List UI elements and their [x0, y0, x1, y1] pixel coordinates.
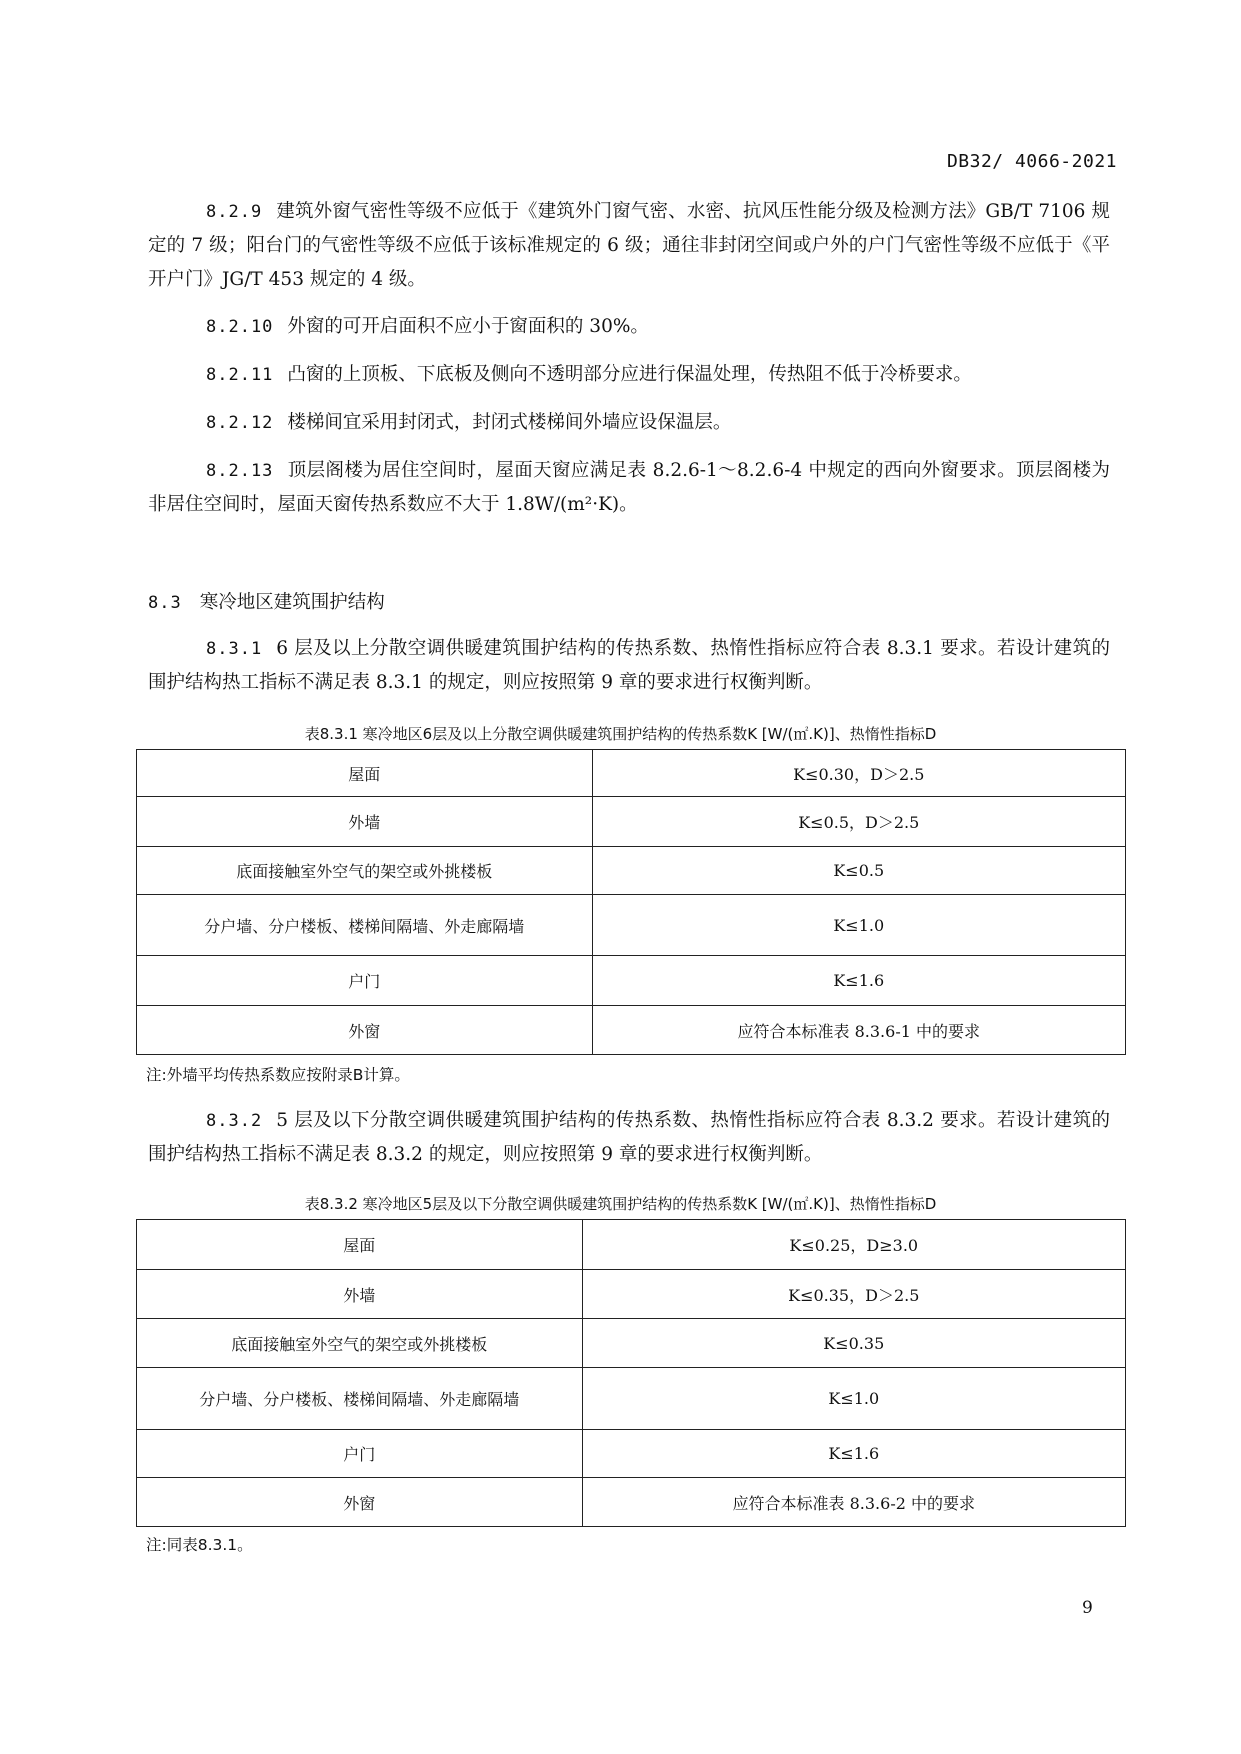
clause-text: 6 层及以上分散空调供暖建筑围护结构的传热系数、热惰性指标应符合表 8.3.1 要求。若设计建筑的围护结构热工指标不满足表 8.3.1 的规定，则应按照第 9 章的要求进行权衡判断。 [148, 638, 1110, 693]
clause-8-2-13 [148, 454, 1110, 522]
table-cell-element: 外窗 [137, 1478, 583, 1527]
clause-number: 8.3.1 [206, 639, 263, 659]
clause-number: 8.2.13 [206, 461, 274, 481]
clause-text: 凸窗的上顶板、下底板及侧向不透明部分应进行保温处理，传热阻不低于冷桥要求。 [287, 364, 972, 385]
clause-number: 8.2.11 [206, 365, 274, 385]
table-cell-value: K≤0.35，D＞2.5 [582, 1270, 1125, 1319]
table-cell-value: K≤1.6 [592, 956, 1125, 1006]
clause-8-3-1 [148, 632, 1110, 700]
section-title: 寒冷地区建筑围护结构 [199, 592, 385, 613]
table-row [137, 847, 1126, 895]
table-cell-element: 外墙 [137, 1270, 583, 1319]
clause-8-2-11 [148, 358, 1110, 392]
table-8-3-2-caption: 表8.3.2 寒冷地区5层及以下分散空调供暖建筑围护结构的传热系数K [W/(㎡.K)]、热惰性指标D [304, 1195, 937, 1213]
table-row [137, 956, 1126, 1006]
table-8-3-1-caption: 表8.3.1 寒冷地区6层及以上分散空调供暖建筑围护结构的传热系数K [W/(㎡.K)]、热惰性指标D [304, 725, 937, 743]
clause-number: 8.2.10 [206, 317, 274, 337]
table-row [137, 797, 1126, 847]
table-cell-value: 应符合本标准表 8.3.6-1 中的要求 [592, 1006, 1125, 1055]
table-row [137, 1220, 1126, 1270]
table-row [137, 1430, 1126, 1478]
table-row [137, 750, 1126, 797]
table-cell-value: K≤1.0 [582, 1368, 1125, 1430]
section-number: 8.3 [148, 593, 182, 613]
table-cell-value: K≤0.25，D≥3.0 [582, 1220, 1125, 1270]
clause-8-2-12 [148, 406, 1110, 440]
clause-8-2-9 [148, 195, 1110, 297]
clause-number: 8.2.9 [206, 202, 263, 222]
table-row [137, 1270, 1126, 1319]
clause-number: 8.2.12 [206, 413, 274, 433]
table-cell-element: 外墙 [137, 797, 593, 847]
table-cell-element: 屋面 [137, 1220, 583, 1270]
table-row [137, 895, 1126, 956]
table-cell-value: K≤0.5 [592, 847, 1125, 895]
clause-text: 顶层阁楼为居住空间时，屋面天窗应满足表 8.2.6-1～8.2.6-4 中规定的西向外窗要求。顶层阁楼为非居住空间时，屋面天窗传热系数应不大于 1.8W/(m²·K)。 [148, 460, 1110, 515]
table-cell-value: 应符合本标准表 8.3.6-2 中的要求 [582, 1478, 1125, 1527]
table-cell-element: 底面接触室外空气的架空或外挑楼板 [137, 847, 593, 895]
table-cell-element: 户门 [137, 956, 593, 1006]
table-cell-element: 屋面 [137, 750, 593, 797]
table-cell-value: K≤0.30，D＞2.5 [592, 750, 1125, 797]
page-number: 9 [1082, 1598, 1093, 1618]
table-row [137, 1319, 1126, 1368]
table-cell-element: 底面接触室外空气的架空或外挑楼板 [137, 1319, 583, 1368]
table-cell-value: K≤0.35 [582, 1319, 1125, 1368]
clause-8-2-10 [148, 310, 1110, 344]
clause-text: 建筑外窗气密性等级不应低于《建筑外门窗气密、水密、抗风压性能分级及检测方法》GB/T 7106 规定的 7 级；阳台门的气密性等级不应低于该标准规定的 6 级；通往非封闭空间或户外的户门气密性等级不应低于《平开户门》JG/T 453 规定的 4 级。 [148, 201, 1110, 290]
table-row [137, 1368, 1126, 1430]
table-8-3-2 [136, 1219, 1126, 1527]
clause-text: 外窗的可开启面积不应小于窗面积的 30%。 [287, 316, 649, 337]
table-cell-value: K≤0.5，D＞2.5 [592, 797, 1125, 847]
table-row [137, 1006, 1126, 1055]
standard-code: DB32/ 4066-2021 [946, 151, 1117, 172]
table-row [137, 1478, 1126, 1527]
section-heading-8-3 [148, 588, 385, 614]
clause-number: 8.3.2 [206, 1111, 263, 1131]
table-cell-element: 户门 [137, 1430, 583, 1478]
table-cell-value: K≤1.0 [592, 895, 1125, 956]
clause-text: 楼梯间宜采用封闭式，封闭式楼梯间外墙应设保温层。 [287, 412, 732, 433]
table-8-3-1-note: 注:外墙平均传热系数应按附录B计算。 [146, 1066, 410, 1084]
table-8-3-1 [136, 749, 1126, 1055]
table-8-3-2-note: 注:同表8.3.1。 [146, 1536, 253, 1554]
clause-8-3-2 [148, 1104, 1110, 1172]
clause-text: 5 层及以下分散空调供暖建筑围护结构的传热系数、热惰性指标应符合表 8.3.2 要求。若设计建筑的围护结构热工指标不满足表 8.3.2 的规定，则应按照第 9 章的要求进行权衡判断。 [148, 1110, 1110, 1165]
table-cell-element: 分户墙、分户楼板、楼梯间隔墙、外走廊隔墙 [137, 1368, 583, 1430]
table-cell-element: 分户墙、分户楼板、楼梯间隔墙、外走廊隔墙 [137, 895, 593, 956]
table-cell-element: 外窗 [137, 1006, 593, 1055]
table-cell-value: K≤1.6 [582, 1430, 1125, 1478]
